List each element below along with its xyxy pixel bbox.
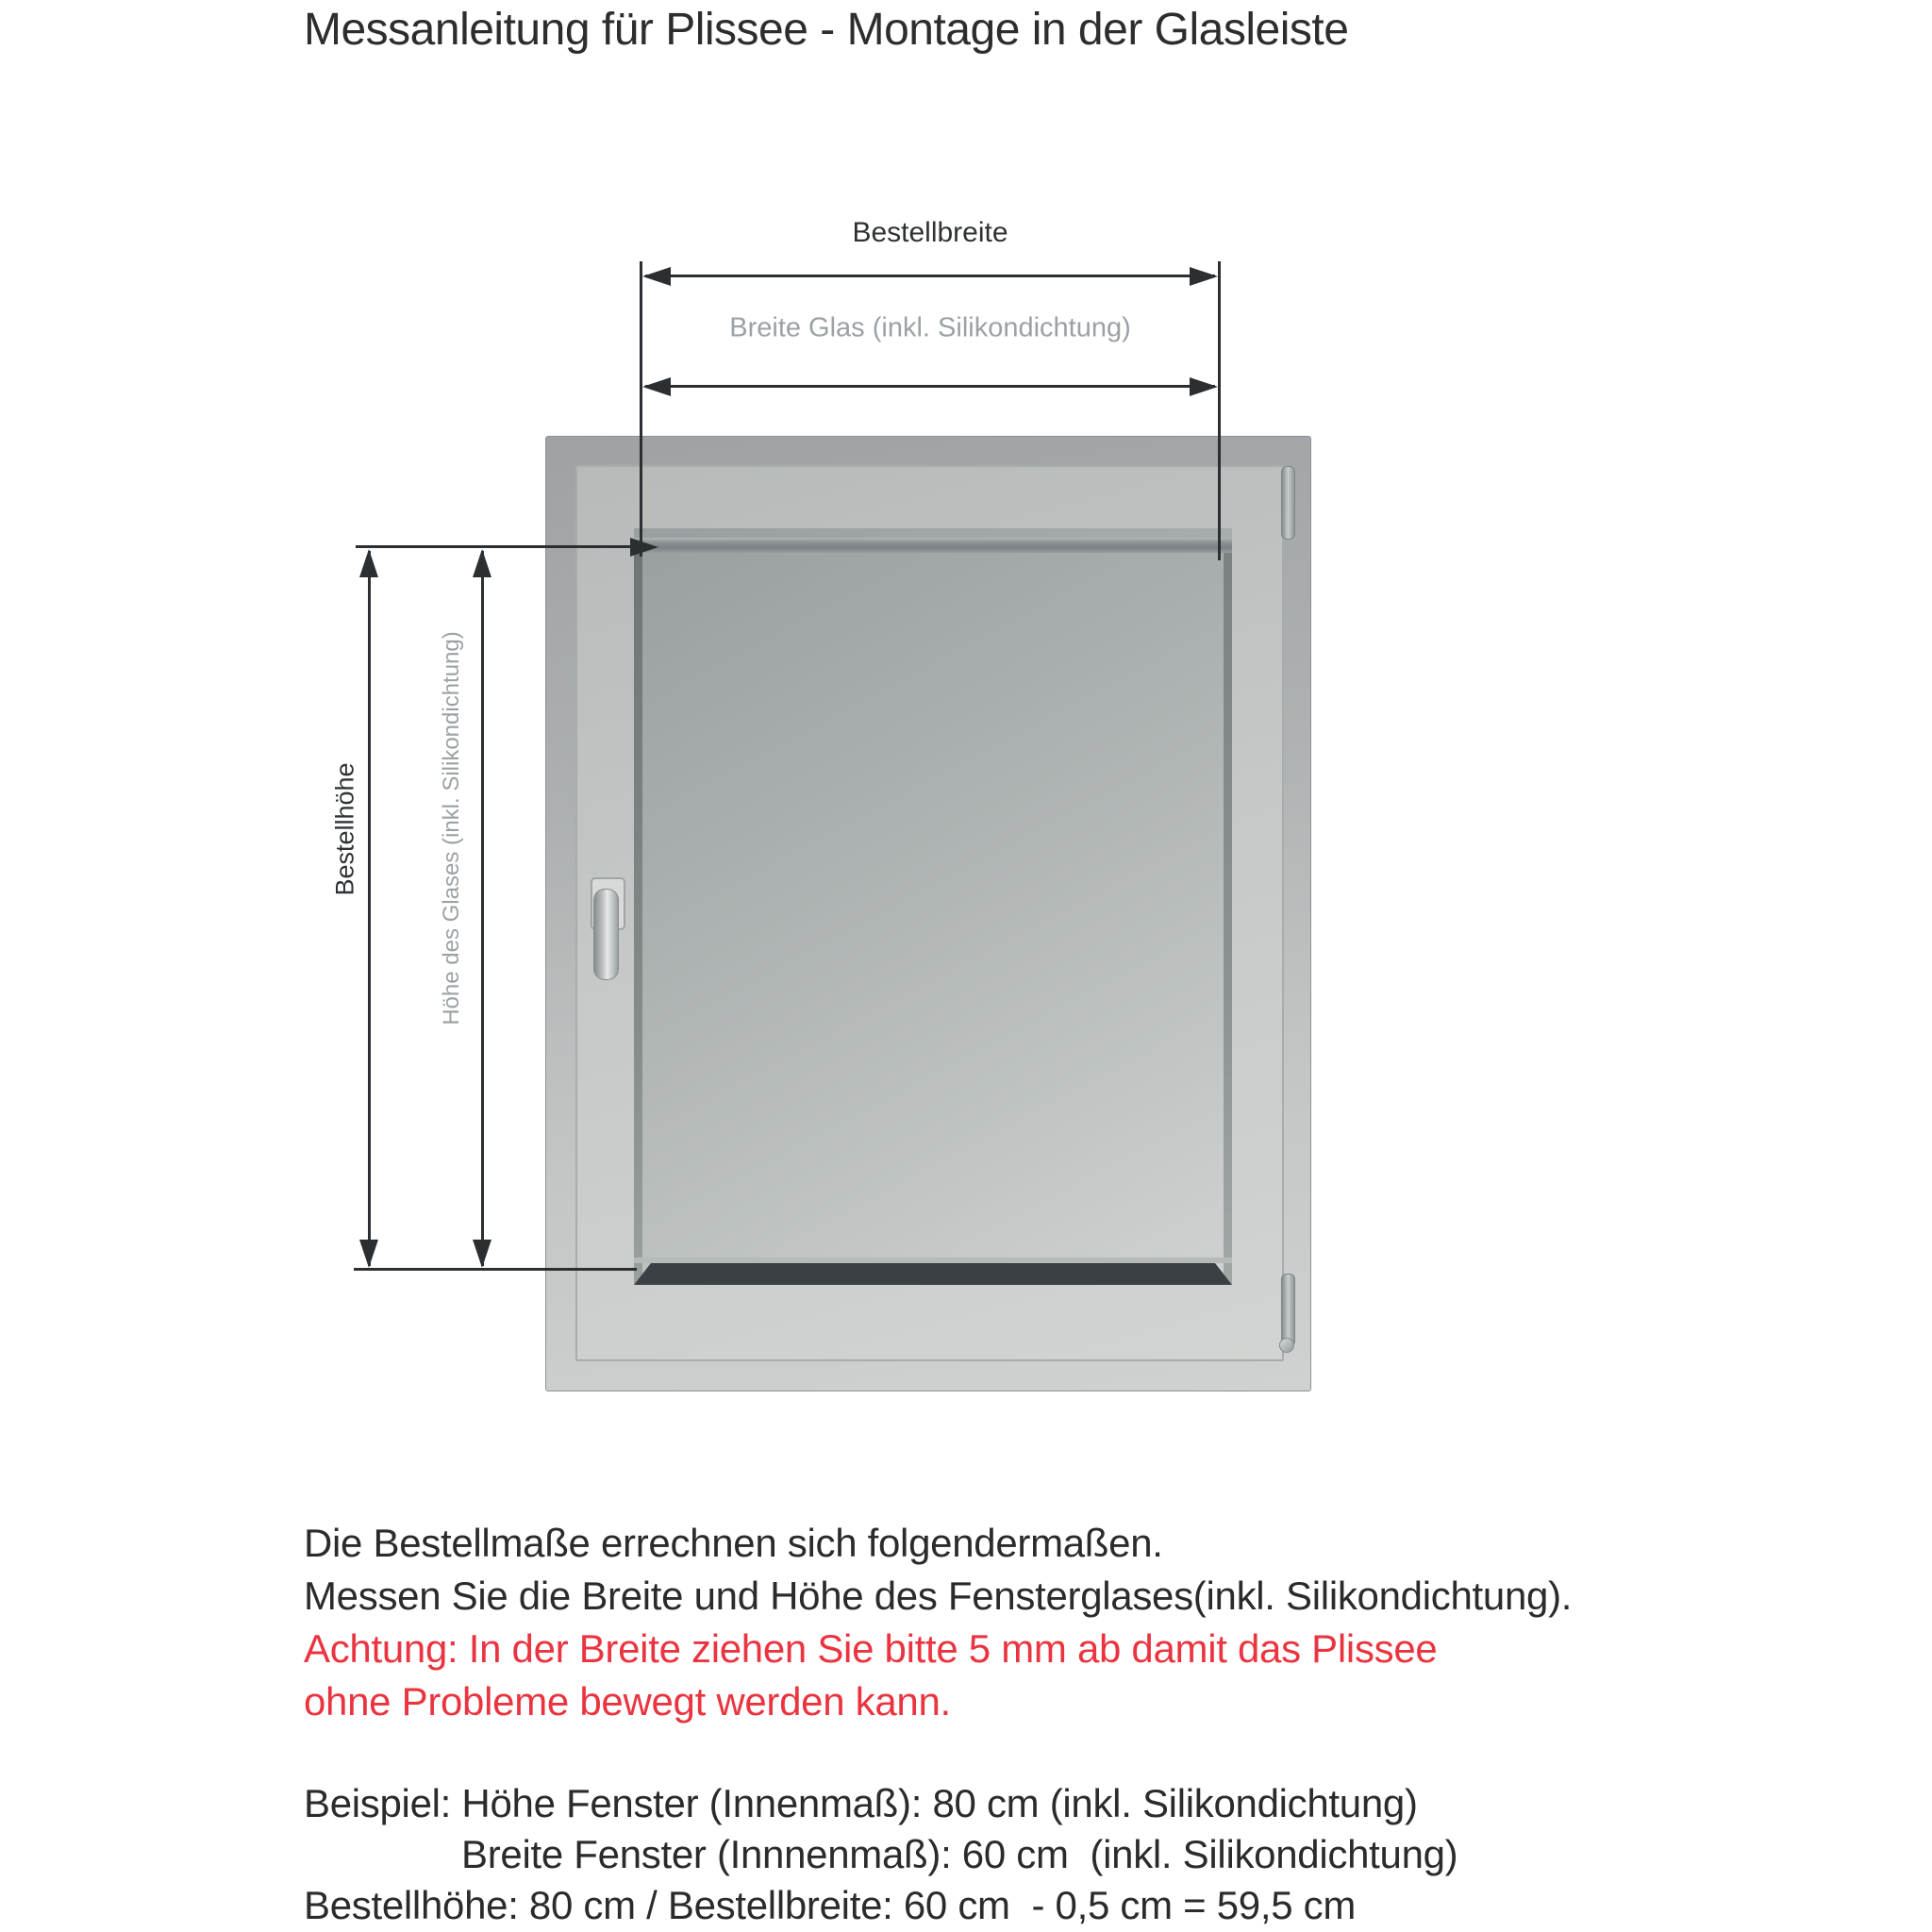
window-hinge-knob [1279,1338,1294,1353]
order-width-arrowhead-left [642,267,671,286]
order-height-arrowhead-top [359,549,378,577]
extension-line-top-arrowhead [630,538,658,557]
glass-height-arrowhead-top [473,549,491,577]
order-height-arrowhead-bottom [359,1240,378,1268]
glass-width-arrowhead-right [1190,377,1218,396]
glass-width-arrowhead-left [642,377,671,396]
order-width-dimension-line [645,275,1215,277]
warning-line-2: ohne Probleme bewegt werden kann. [304,1679,951,1724]
extension-line-top-horizontal [356,545,630,548]
order-height-label: Bestellhöhe [330,762,359,896]
extension-line-left-vertical [640,261,642,557]
window-hinge-top [1281,466,1295,540]
instruction-line-1: Die Bestellmaße errechnen sich folgendermaßen. [304,1521,1163,1565]
warning-line-1: Achtung: In der Breite ziehen Sie bitte 5 mm ab damit das Plissee [304,1626,1438,1671]
extension-line-bottom-horizontal [354,1268,637,1271]
order-width-label: Bestellbreite [852,217,1008,248]
glass-width-dimension-line [645,385,1215,388]
glass-height-dimension-line [481,551,484,1266]
plissee-bottom-highlight [634,1257,1232,1263]
plissee-bottom-rail [634,1263,1232,1285]
extension-line-right-vertical [1218,261,1221,560]
glass-bevel-left [634,538,642,1285]
glass-height-label: Höhe des Glases (inkl. Silikondichtung) [439,631,464,1025]
window-glass-plissee [634,528,1232,1285]
order-height-dimension-line [368,551,371,1266]
example-line-3: Bestellhöhe: 80 cm / Bestellbreite: 60 cm - 0,5 cm = 59,5 cm [304,1883,1357,1927]
example-line-1: Beispiel: Höhe Fenster (Innenmaß): 80 cm (inkl. Silikondichtung) [304,1781,1418,1825]
instruction-line-2: Messen Sie die Breite und Höhe des Fensterglases(inkl. Silikondichtung). [304,1574,1573,1618]
example-line-2: Breite Fenster (Innnenmaß): 60 cm (inkl. Silikondichtung) [461,1832,1458,1876]
glass-width-label: Breite Glas (inkl. Silikondichtung) [729,312,1131,343]
window-hinge-bottom [1281,1274,1295,1347]
glass-bevel-right [1224,538,1232,1285]
order-width-arrowhead-right [1190,267,1218,286]
glass-height-arrowhead-bottom [473,1240,491,1268]
page-title: Messanleitung für Plissee - Montage in der Glasleiste [304,5,1349,55]
window-handle [593,889,619,980]
plissee-top-rail [634,538,1232,553]
